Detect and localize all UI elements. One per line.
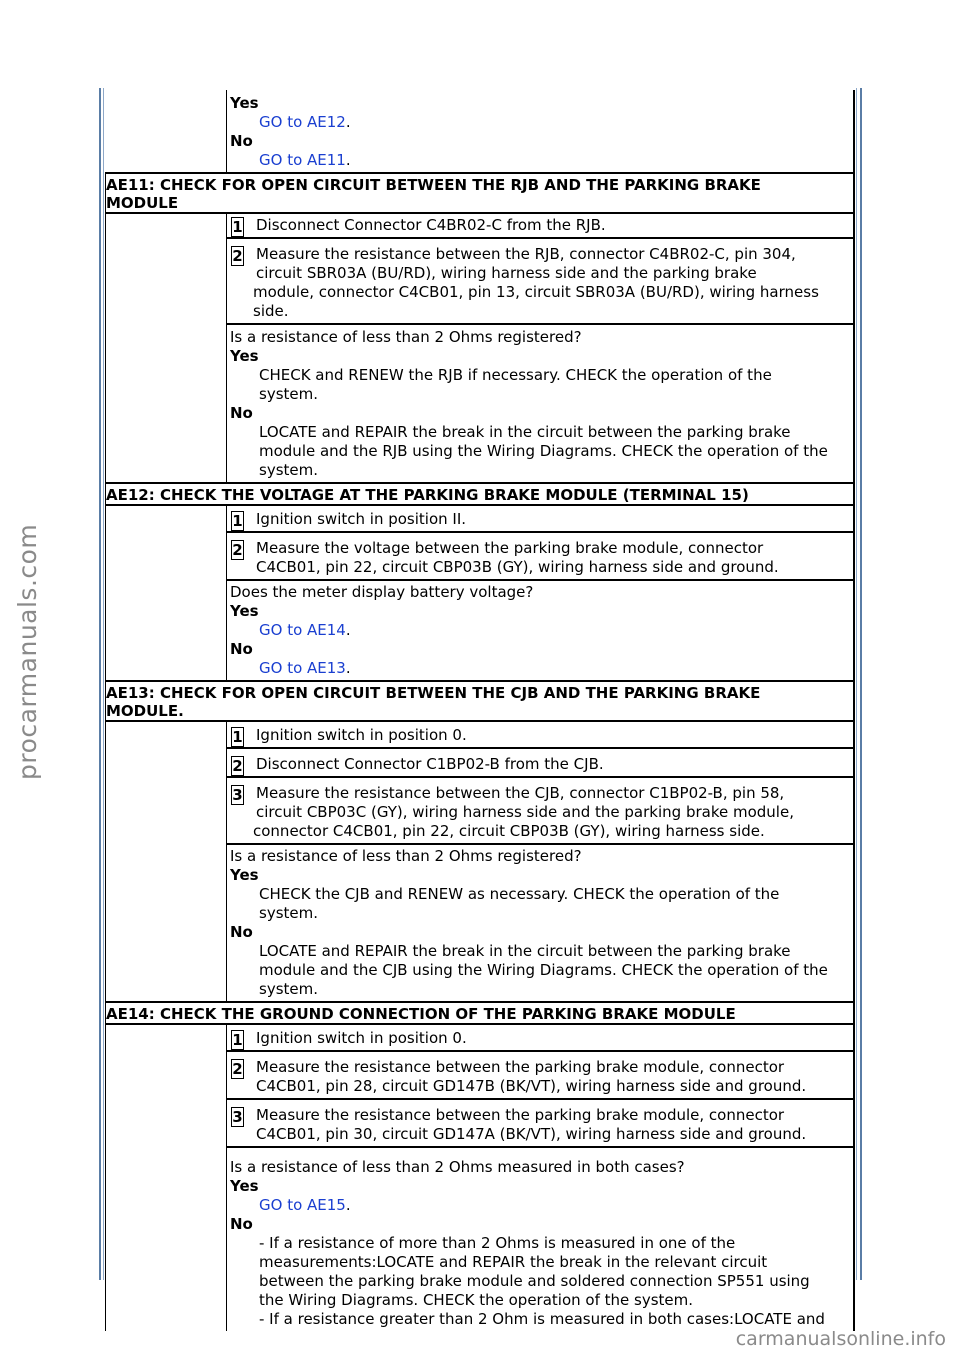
ae11-step-2: [227, 243, 853, 325]
action-line: system.: [259, 904, 318, 922]
action-line: module and the CJB using the Wiring Diagrams. CHECK the operation of the: [259, 961, 828, 979]
action-line: system.: [259, 385, 318, 403]
ae13-title-line1: AE13: CHECK FOR OPEN CIRCUIT BETWEEN THE CJB AND THE PARKING BRAKE: [106, 684, 761, 702]
action-line: the Wiring Diagrams. CHECK the operation of the system.: [259, 1291, 694, 1309]
ae12-step-1: [227, 508, 853, 533]
step-number: 3: [232, 786, 243, 804]
step-number: 1: [232, 512, 243, 530]
step-text: circuit SBR03A (BU/RD), wiring harness side and the parking brake: [256, 264, 757, 282]
ae14-step-3: [227, 1104, 853, 1148]
no-label: No: [230, 132, 253, 150]
step-text: Ignition switch in position II.: [256, 510, 467, 528]
frame-left-outer-line: [99, 88, 101, 1280]
ae12-step-2: [227, 537, 853, 581]
no-label: No: [230, 640, 253, 658]
action-line: between the parking brake module and soldered connection SP551 using: [259, 1272, 810, 1290]
action-line: module and the RJB using the Wiring Diagrams. CHECK the operation of the: [259, 442, 828, 460]
action-line: - If a resistance of more than 2 Ohms is measured in one of the: [259, 1234, 736, 1252]
step-number: 1: [232, 218, 243, 236]
bottom-watermark: carmanualsonline.info: [735, 1328, 946, 1350]
step-text: Measure the resistance between the parking brake module, connector: [256, 1106, 785, 1124]
go-to-ae11-link[interactable]: GO to AE11: [259, 151, 346, 169]
step-text: C4CB01, pin 22, circuit CBP03B (GY), wiring harness side and ground.: [256, 558, 779, 576]
step-text: module, connector C4CB01, pin 13, circuit SBR03A (BU/RD), wiring harness: [253, 283, 819, 301]
ae13-yes-action: [230, 885, 853, 923]
step-text: Measure the resistance between the CJB, connector C1BP02-B, pin 58,: [256, 784, 785, 802]
no-label: No: [230, 1215, 253, 1233]
ae13-question: Is a resistance of less than 2 Ohms registered?: [230, 847, 582, 865]
ae12-question: Does the meter display battery voltage?: [230, 583, 534, 601]
no-label: No: [230, 923, 253, 941]
step-text: C4CB01, pin 28, circuit GD147B (BK/VT), wiring harness side and ground.: [256, 1077, 807, 1095]
ae11-title-line1: AE11: CHECK FOR OPEN CIRCUIT BETWEEN THE RJB AND THE PARKING BRAKE: [106, 176, 761, 194]
action-line: LOCATE and REPAIR the break in the circuit between the parking brake: [259, 942, 791, 960]
ae10-answers: Yes GO to AE12. No GO to AE11.: [105, 90, 855, 172]
ae14-heading: [105, 1001, 855, 1025]
ae14-title-line1: AE14: CHECK THE GROUND CONNECTION OF THE PARKING BRAKE MODULE: [106, 1005, 736, 1023]
ae14-question: Is a resistance of less than 2 Ohms measured in both cases?: [230, 1158, 685, 1176]
frame-left-inner-line: [103, 88, 104, 1280]
yes-label: Yes: [230, 866, 259, 884]
ae13-body: [105, 722, 855, 1001]
ae11-step-1: [227, 214, 853, 239]
yes-label: Yes: [230, 347, 259, 365]
step-text: Measure the resistance between the parking brake module, connector: [256, 1058, 785, 1076]
frame-right-outer-line: [860, 88, 862, 1280]
step-number: 2: [232, 757, 243, 775]
ae11-no-action: [230, 423, 853, 480]
step-text: circuit CBP03C (GY), wiring harness side and the parking brake module,: [256, 803, 794, 821]
frame-right-inner-line: [856, 88, 857, 1280]
ae12-body: 1 Ignition switch in position II. 2 Measure the voltage between the parking brake module, connector C4CB01, pin 22, circuit CBP03B (GY), wiring harness side and ground. Does the meter display battery voltage? Yes GO to AE14. No GO to AE13.: [105, 506, 855, 680]
step-text: Ignition switch in position 0.: [256, 1029, 467, 1047]
action-line: measurements:LOCATE and REPAIR the break in the relevant circuit: [259, 1253, 768, 1271]
go-to-ae14-link[interactable]: GO to AE14: [259, 621, 346, 639]
yes-label: Yes: [230, 94, 259, 112]
ae11-title-line2: MODULE: [106, 194, 179, 212]
ae14-step-2: [227, 1056, 853, 1100]
ae12-heading: [105, 482, 855, 506]
step-text: Measure the voltage between the parking brake module, connector: [256, 539, 764, 557]
step-number: 1: [232, 728, 243, 746]
yes-label: Yes: [230, 602, 259, 620]
step-number: 2: [232, 541, 243, 559]
step-text: C4CB01, pin 30, circuit GD147A (BK/VT), wiring harness side and ground.: [256, 1125, 807, 1143]
go-to-ae15-link[interactable]: GO to AE15: [259, 1196, 346, 1214]
no-label: No: [230, 404, 253, 422]
ae13-no-action: [230, 942, 853, 999]
ae13-heading: [105, 680, 855, 722]
ae14-step-1: [227, 1027, 853, 1052]
step-number: 2: [232, 1060, 243, 1078]
step-text: Disconnect Connector C1BP02-B from the CJB.: [256, 755, 604, 773]
manual-page: [105, 90, 855, 1331]
ae12-title-line1: AE12: CHECK THE VOLTAGE AT THE PARKING BRAKE MODULE (TERMINAL 15): [106, 486, 749, 504]
action-line: system.: [259, 980, 318, 998]
step-number: 2: [232, 247, 243, 265]
ae13-step-2: [227, 753, 853, 778]
ae13-title-line2: MODULE.: [106, 702, 184, 720]
step-number: 1: [232, 1031, 243, 1049]
action-line: system.: [259, 461, 318, 479]
action-line: LOCATE and REPAIR the break in the circuit between the parking brake: [259, 423, 791, 441]
yes-label: Yes: [230, 1177, 259, 1195]
action-line: CHECK the CJB and RENEW as necessary. CHECK the operation of the: [259, 885, 780, 903]
ae11-question: Is a resistance of less than 2 Ohms registered?: [230, 328, 582, 346]
ae14-body: 1 Ignition switch in position 0. 2 Measure the resistance between the parking brake module, connector C4CB01, pin 28, circuit GD147B (BK/VT), wiring harness side and ground. 3 Measure the resistance between the parking brake module, connector C4CB01, pin 30, circuit GD147A (BK/VT), wiring harness side and ground. Is a resistance of less than 2 Ohms measured in both cases? Yes GO to AE15. No - If a resistance of more than 2 Ohms is measured in one of the measurements:LOCATE and REPAIR the break in the relevant circuit between the parking brake module and soldered connection SP551 using the Wiring Diagrams. CHECK the operation of the system. - If a resistance greater than 2 Ohm is measured in both cases:LOCATE and: [105, 1025, 855, 1331]
side-watermark: procarmanuals.com: [13, 523, 42, 780]
action-line: - If a resistance greater than 2 Ohm is measured in both cases:LOCATE and: [259, 1310, 825, 1328]
step-text: Disconnect Connector C4BR02-C from the RJB.: [256, 216, 606, 234]
ae11-yes-action: [230, 366, 853, 404]
go-to-ae12-link[interactable]: GO to AE12: [259, 113, 346, 131]
ae11-body: [105, 214, 855, 482]
ae14-no-action: [230, 1234, 853, 1329]
action-line: CHECK and RENEW the RJB if necessary. CHECK the operation of the: [259, 366, 772, 384]
ae11-heading: [105, 172, 855, 214]
step-number: 3: [232, 1108, 243, 1126]
ae13-step-1: [227, 724, 853, 749]
step-text: side.: [253, 302, 289, 320]
step-text: Ignition switch in position 0.: [256, 726, 467, 744]
step-text: Measure the resistance between the RJB, connector C4BR02-C, pin 304,: [256, 245, 796, 263]
go-to-ae13-link[interactable]: GO to AE13: [259, 659, 346, 677]
ae13-step-3: [227, 782, 853, 845]
step-text: connector C4CB01, pin 22, circuit CBP03B (GY), wiring harness side.: [253, 822, 765, 840]
